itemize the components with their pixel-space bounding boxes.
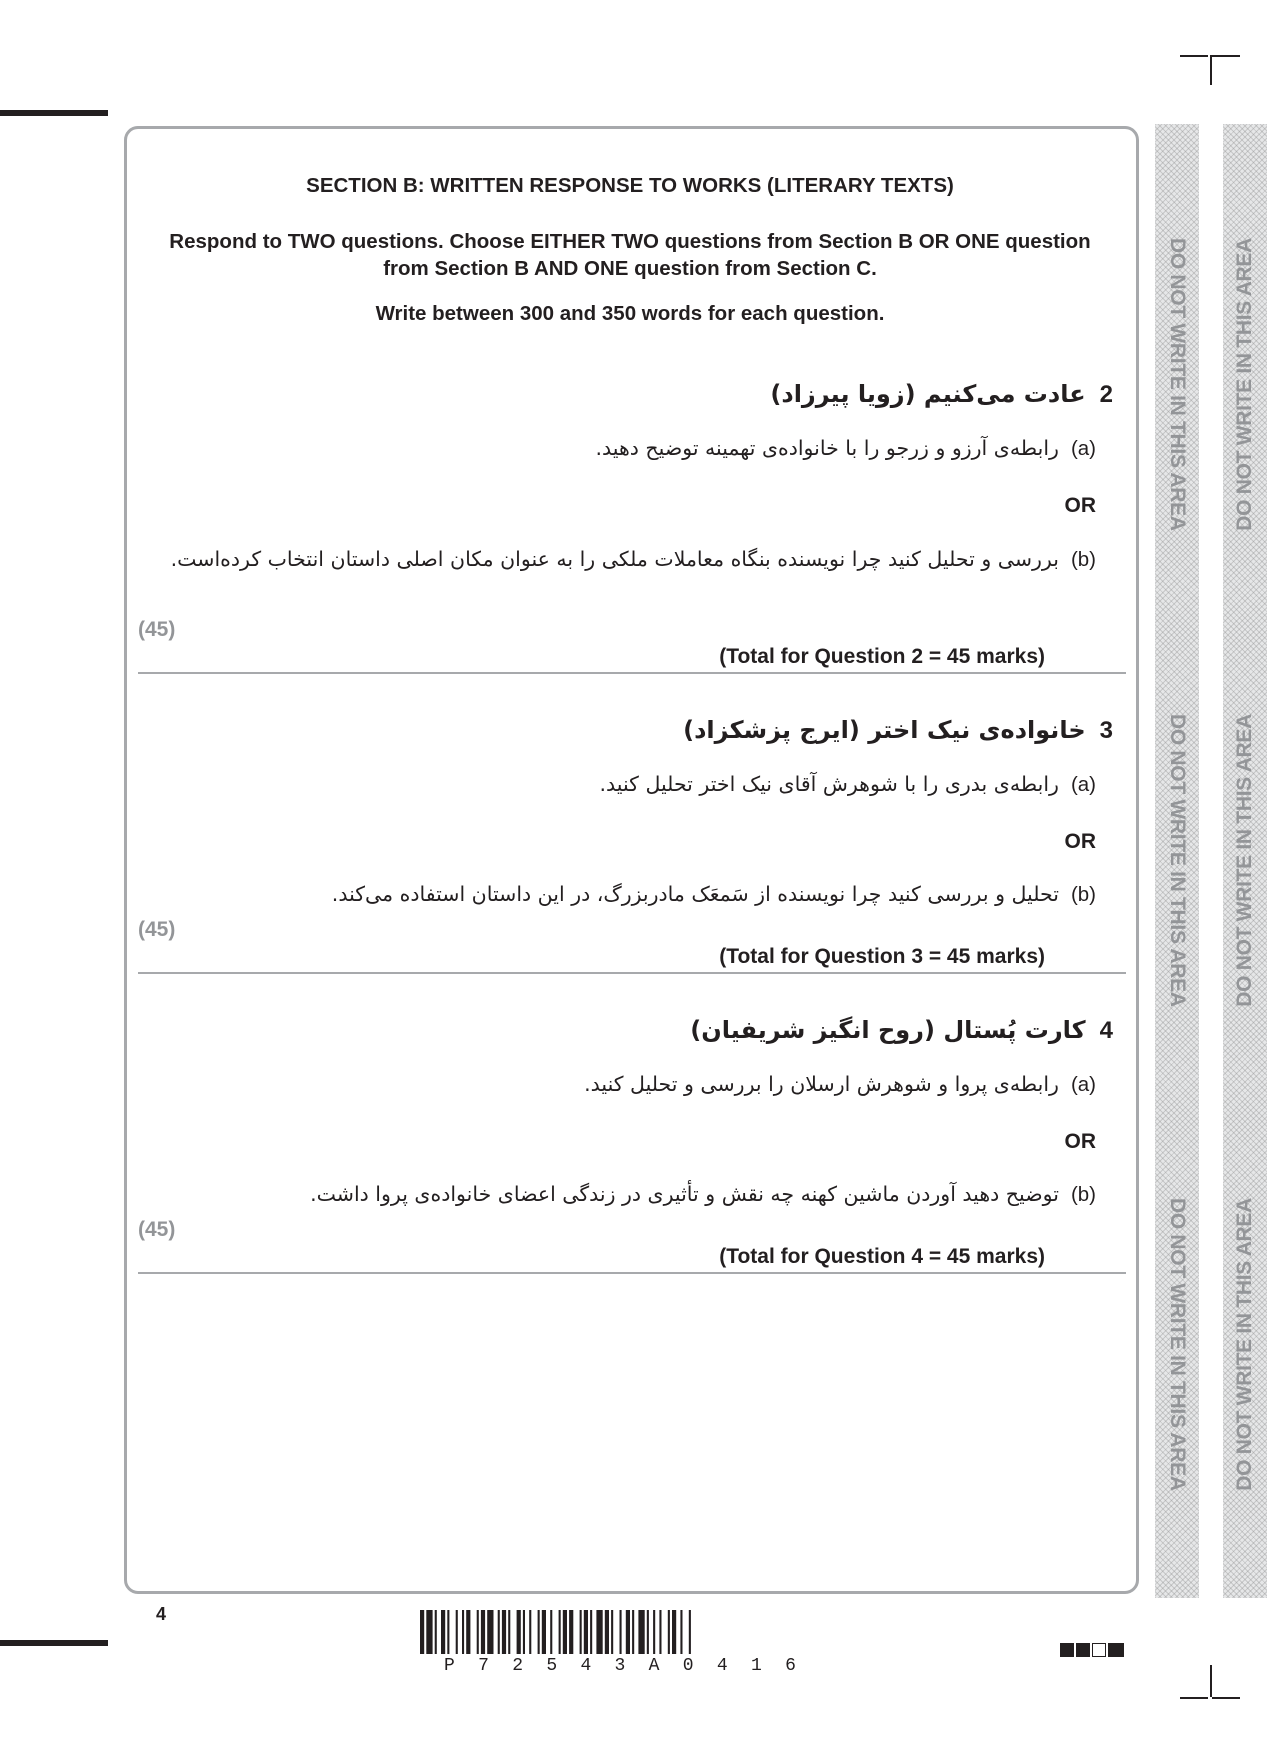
barcode-digit: 3 <box>614 1656 626 1676</box>
question-4-or: OR <box>1064 1130 1096 1153</box>
answer-frame <box>124 126 1139 1594</box>
question-4-part-b: (b)توضیح دهید آوردن ماشین کهنه چه نقش و تأثیری در زندگی اعضای خانواده‌ی پروا داشت. <box>310 1182 1096 1206</box>
barcode-digit: A <box>648 1656 660 1676</box>
crop-mark-top-h2 <box>1212 55 1240 57</box>
question-3-or: OR <box>1064 830 1096 853</box>
barcode-digit: 4 <box>716 1656 728 1676</box>
question-4-total: (Total for Question 4 = 45 marks) <box>719 1245 1045 1268</box>
crop-bar-top-left <box>0 110 108 116</box>
margin-warning: DO NOT WRITE IN THIS AREA <box>1166 237 1189 531</box>
margin-warning: DO NOT WRITE IN THIS AREA <box>1233 237 1256 531</box>
question-3-part-a: (a)رابطه‌ی بدری را با شوهرش آقای نیک اختر تحلیل کنید. <box>599 772 1096 796</box>
margin-strip-outer <box>1223 124 1267 1598</box>
margin-warning: DO NOT WRITE IN THIS AREA <box>1233 713 1256 1007</box>
barcode-digit: P <box>444 1656 455 1676</box>
question-3-part-b: (b)تحلیل و بررسی کنید چرا نویسنده از سَمعَک مادربزرگ، در این داستان استفاده می‌کند. <box>331 882 1096 906</box>
page-marker-square <box>1092 1643 1106 1657</box>
barcode-digit: 4 <box>580 1656 592 1676</box>
page-marker-square <box>1108 1643 1124 1657</box>
page-number: 4 <box>156 1604 167 1624</box>
barcode-digit: 5 <box>546 1656 558 1676</box>
question-2-or: OR <box>1064 494 1096 517</box>
barcode-digit: 1 <box>750 1656 762 1676</box>
question-4-part-a: (a)رابطه‌ی پروا و شوهرش ارسلان را بررسی و تحلیل کنید. <box>584 1072 1096 1096</box>
barcode-digit: 6 <box>785 1656 796 1676</box>
margin-warning: DO NOT WRITE IN THIS AREA <box>1166 1197 1189 1491</box>
question-2-divider <box>138 672 1126 674</box>
margin-warning: DO NOT WRITE IN THIS AREA <box>1166 713 1189 1007</box>
margin-warning: DO NOT WRITE IN THIS AREA <box>1233 1197 1256 1491</box>
barcode-digit: 0 <box>682 1656 694 1676</box>
page-marker-square <box>1076 1643 1090 1657</box>
barcode-digits <box>420 1656 844 1676</box>
word-limit: Write between 300 and 350 words for each question. <box>375 302 885 325</box>
question-3-divider <box>138 972 1126 974</box>
question-3-total: (Total for Question 3 = 45 marks) <box>719 945 1045 968</box>
question-2-part-a: (a)رابطه‌ی آرزو و زرجو را با خانواده‌ی تهمینه توضیح دهید. <box>595 436 1096 460</box>
crop-mark-bottom-h2 <box>1212 1697 1240 1699</box>
margin-strip-inner <box>1155 124 1199 1598</box>
barcode-digit: 2 <box>512 1656 524 1676</box>
crop-bar-bottom-left <box>0 1640 108 1646</box>
instruction-line-1: Respond to TWO questions. Choose EITHER TWO questions from Section B OR ONE question <box>169 230 1091 253</box>
crop-mark-top-v <box>1210 55 1212 85</box>
crop-mark-bottom-v <box>1210 1665 1212 1697</box>
crop-mark-bottom-h <box>1180 1697 1208 1699</box>
crop-mark-top-h <box>1180 55 1208 57</box>
question-4-marks: (45) <box>138 1218 176 1241</box>
question-2-total: (Total for Question 2 = 45 marks) <box>719 645 1045 668</box>
section-title: SECTION B: WRITTEN RESPONSE TO WORKS (LITERARY TEXTS) <box>306 174 954 197</box>
page-marker-square <box>1060 1643 1074 1657</box>
instruction-line-2: from Section B AND ONE question from Section C. <box>383 257 877 280</box>
question-2-marks: (45) <box>138 618 176 641</box>
question-4-divider <box>138 1272 1126 1274</box>
barcode <box>420 1610 844 1654</box>
question-2-part-b: (b)بررسی و تحلیل کنید چرا نویسنده بنگاه معاملات ملکی را به عنوان مکان اصلی داستان انتخاب کرده‌است. <box>170 547 1096 571</box>
barcode-digit: 7 <box>478 1656 489 1676</box>
question-2-title: 2عادت می‌کنیم (زویا پیرزاد) <box>770 380 1113 408</box>
question-3-marks: (45) <box>138 918 176 941</box>
question-4-title: 4کارت پُستال (روح انگیز شریفیان) <box>690 1016 1113 1044</box>
question-3-title: 3خانواده‌ی نیک اختر (ایرج پزشکزاد) <box>683 716 1113 744</box>
